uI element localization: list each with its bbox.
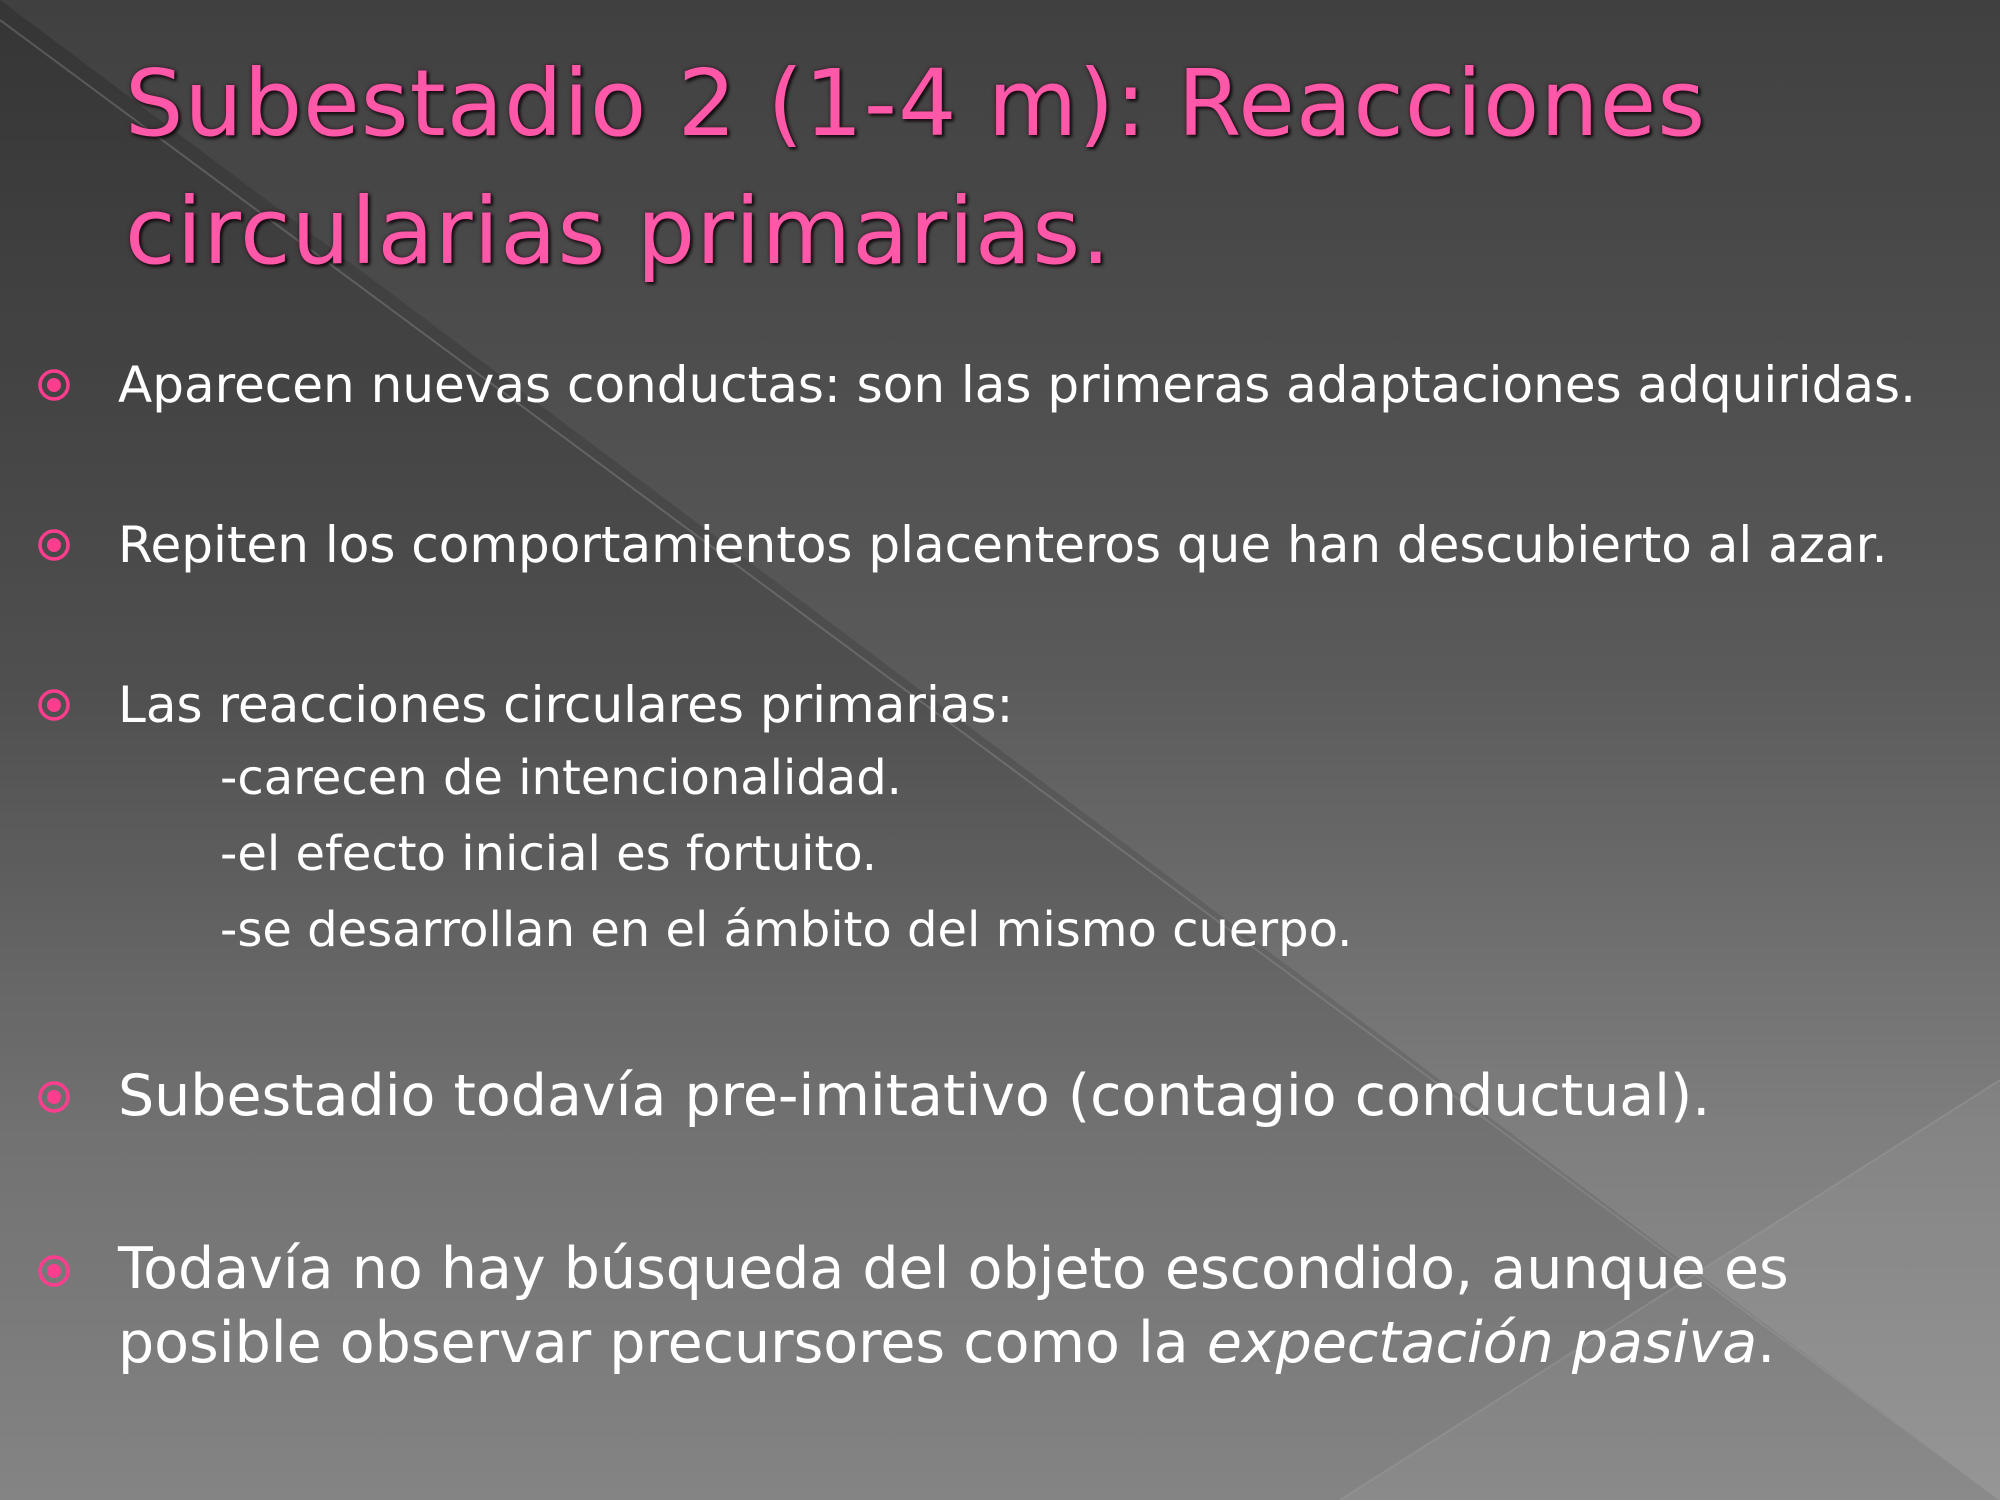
circled-dot-icon [37, 368, 71, 402]
circled-dot-icon [37, 688, 71, 722]
circled-dot-icon [37, 1080, 71, 1114]
bullet-text-end: . [1757, 1310, 1776, 1376]
slide-title-line-2: circularias primarias. [125, 178, 1112, 285]
circled-dot-icon [37, 1254, 71, 1288]
sub-item: -el efecto inicial es fortuito. [220, 826, 878, 882]
bullet-text: Repiten los comportamientos placenteros que han descubierto al azar. [118, 516, 1888, 574]
circled-dot-icon [37, 528, 71, 562]
bullet-text: Las reacciones circulares primarias: [118, 676, 1014, 734]
bullet-text-italic: expectación pasiva [1206, 1310, 1758, 1376]
bullet-text: Subestadio todavía pre-imitativo (contagio conductual). [118, 1063, 1711, 1129]
sub-item: -se desarrollan en el ámbito del mismo cuerpo. [220, 902, 1353, 958]
bullet-text-group [118, 670, 1978, 968]
bullet-text: Aparecen nuevas conductas: son las primeras adaptaciones adquiridas. [118, 356, 1916, 414]
bullet-text [118, 1232, 1978, 1380]
bullet-text-plain: Todavía no hay búsqueda del objeto escondido, aunque es posible observar precursores como la [118, 1236, 1789, 1376]
slide-title [125, 40, 1925, 296]
sub-item: -carecen de intencionalidad. [220, 750, 902, 806]
slide-title-line-1: Subestadio 2 (1-4 m): Reacciones [125, 50, 1707, 157]
